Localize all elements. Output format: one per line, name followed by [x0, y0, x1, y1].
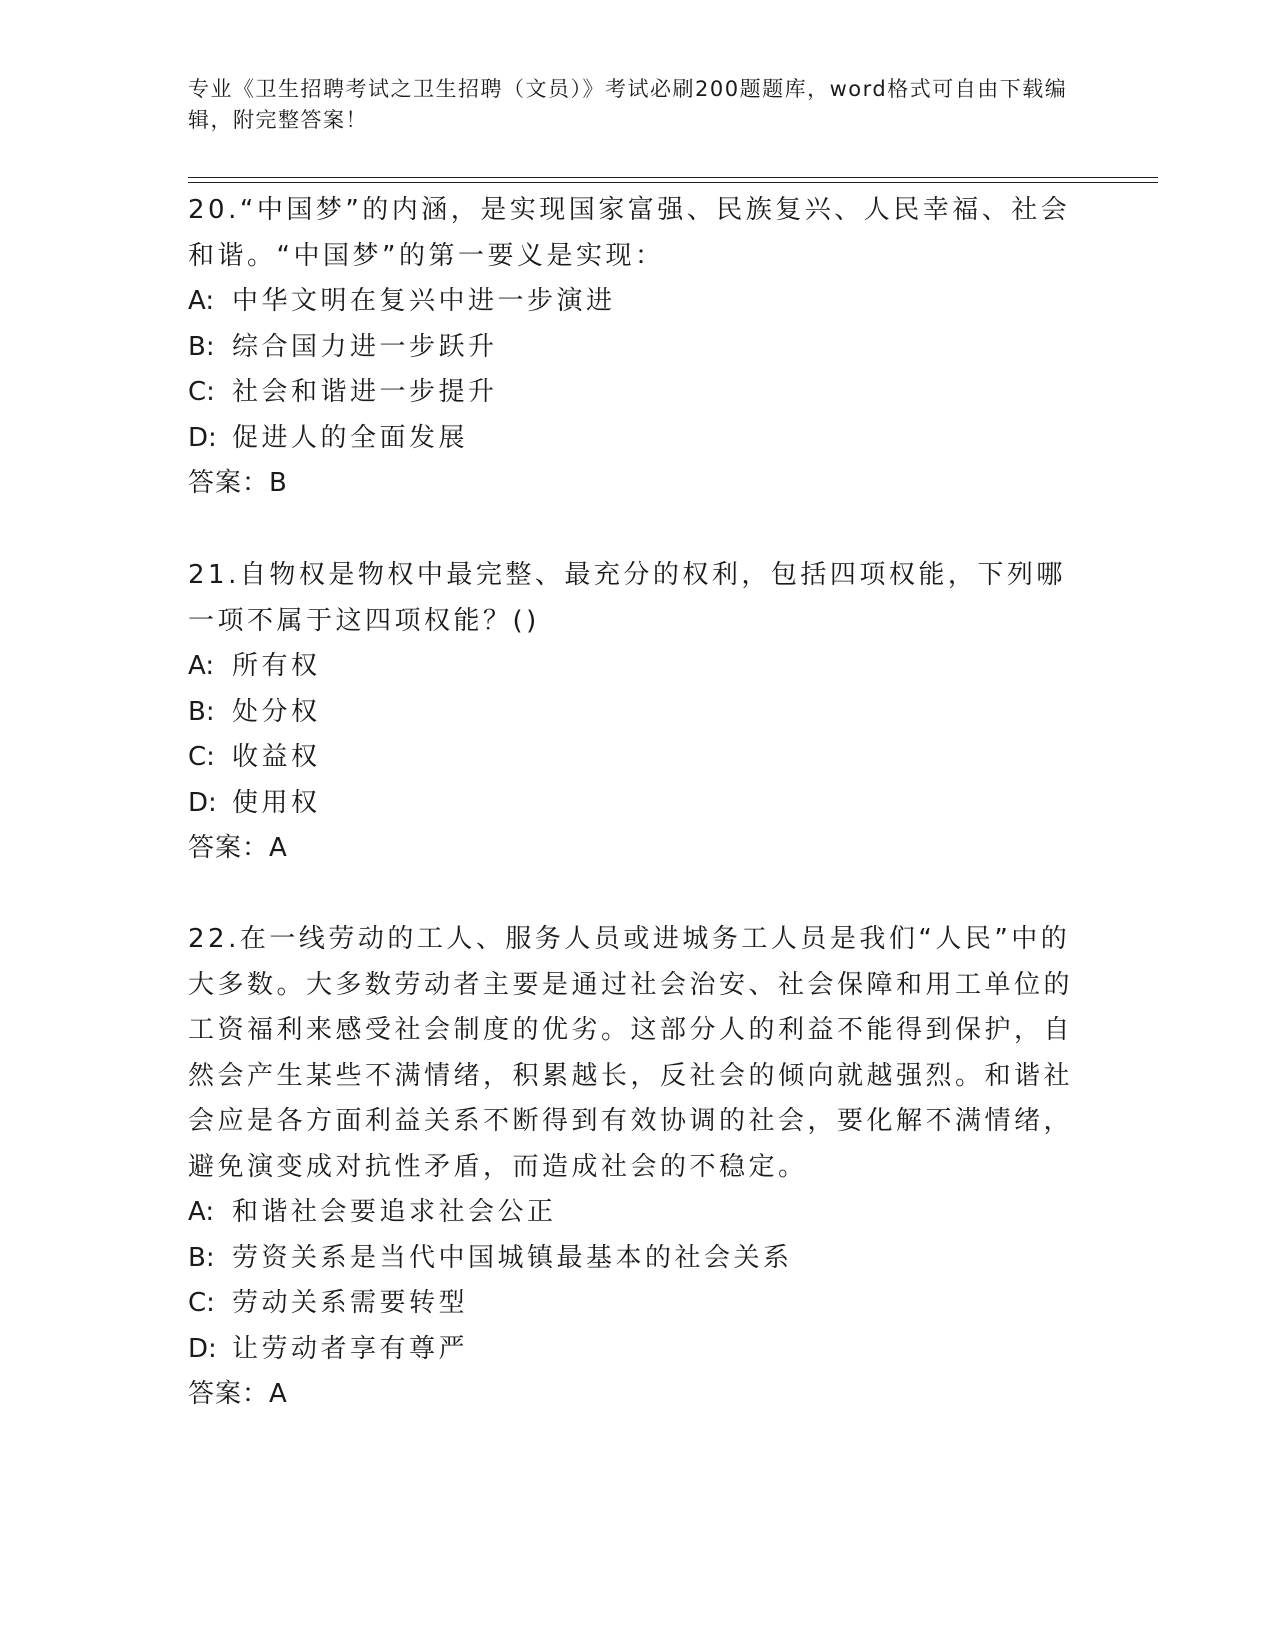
option-letter: C:	[188, 1288, 215, 1318]
option-a	[188, 644, 1088, 690]
question-stem: 21.自物权是物权中最完整、最充分的权利，包括四项权能，下列哪一项不属于这四项权能？()	[188, 560, 1066, 636]
option-letter: B:	[188, 1242, 215, 1273]
option-a	[188, 279, 1088, 325]
question-22	[188, 917, 1088, 1418]
option-text: 收益权	[232, 742, 321, 772]
question-20	[188, 188, 1088, 507]
option-text: 劳资关系是当代中国城镇最基本的社会关系	[232, 1242, 793, 1273]
option-a	[188, 1190, 1088, 1236]
option-b	[188, 325, 1088, 371]
option-letter: B:	[188, 696, 215, 727]
answer-line: 答案：A	[188, 1379, 288, 1409]
answer-line: 答案：A	[188, 833, 288, 863]
option-d	[188, 781, 1088, 827]
option-letter: D:	[188, 422, 217, 453]
option-letter: A:	[188, 1197, 215, 1227]
option-c	[188, 735, 1088, 781]
option-letter: A:	[188, 286, 215, 316]
option-text: 综合国力进一步跃升	[232, 331, 498, 362]
option-letter: A:	[188, 651, 215, 681]
option-text: 使用权	[232, 787, 321, 818]
option-c	[188, 1281, 1088, 1327]
document-header: 专业《卫生招聘考试之卫生招聘（文员）》考试必刷200题题库，word格式可自由下载编辑，附完整答案！	[188, 77, 1068, 132]
option-letter: B:	[188, 331, 215, 362]
question-stem: 22.在一线劳动的工人、服务人员或进城务工人员是我们“人民”中的大多数。大多数劳动者主要是通过社会治安、社会保障和用工单位的工资福利来感受社会制度的优劣。这部分人的利益不能得到保护，自然会产生某些不满情绪，积累越长，反社会的倾向就越强烈。和谐社会应是各方面利益关系不断得到有效协调的社会，要化解不满情绪，避免演变成对抗性矛盾，而造成社会的不稳定。	[188, 924, 1074, 1182]
header-divider-line-2	[188, 182, 1158, 183]
option-b	[188, 690, 1088, 736]
option-text: 和谐社会要追求社会公正	[232, 1197, 557, 1227]
option-c	[188, 370, 1088, 416]
question-stem: 20.“中国梦”的内涵，是实现国家富强、民族复兴、人民幸福、社会和谐。“中国梦”的第一要义是实现：	[188, 195, 1071, 271]
option-text: 劳动关系需要转型	[232, 1288, 469, 1318]
answer-line: 答案：B	[188, 468, 288, 498]
option-letter: C:	[188, 377, 215, 407]
option-text: 社会和谐进一步提升	[232, 377, 498, 407]
option-text: 让劳动者享有尊严	[232, 1333, 469, 1364]
question-21	[188, 553, 1088, 872]
option-text: 所有权	[232, 651, 321, 681]
option-letter: C:	[188, 742, 215, 772]
option-d	[188, 1327, 1088, 1373]
option-letter: D:	[188, 1333, 217, 1364]
header-divider-line	[188, 177, 1158, 178]
option-b	[188, 1236, 1088, 1282]
option-text: 中华文明在复兴中进一步演进	[232, 286, 616, 316]
option-text: 处分权	[232, 696, 321, 727]
option-d	[188, 416, 1088, 462]
option-letter: D:	[188, 787, 217, 818]
option-text: 促进人的全面发展	[232, 422, 469, 453]
